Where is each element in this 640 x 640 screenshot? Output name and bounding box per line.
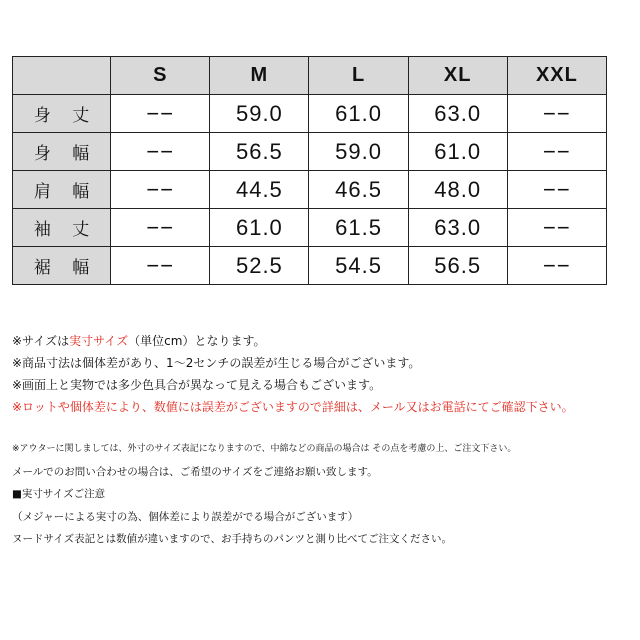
- note-nude-size: ヌードサイズ表記とは数値が違いますので、お手持ちのパンツと測り比べてご注文ください。: [12, 533, 452, 545]
- table-cell: 63.0: [408, 95, 507, 133]
- size-header-m: M: [210, 57, 309, 95]
- table-cell: −−: [111, 247, 210, 285]
- table-cell: 63.0: [408, 209, 507, 247]
- note-unit: [12, 330, 632, 352]
- table-cell: 61.0: [210, 209, 309, 247]
- table-cell: −−: [507, 247, 606, 285]
- table-cell: 44.5: [210, 171, 309, 209]
- table-cell: 61.5: [309, 209, 408, 247]
- row-label: 肩 幅: [13, 171, 111, 209]
- size-header-xxl: XXL: [507, 57, 606, 95]
- size-header-s: S: [111, 57, 210, 95]
- note-unit-highlight: 実寸サイズ: [69, 334, 129, 348]
- table-cell: −−: [111, 133, 210, 171]
- table-cell: 54.5: [309, 247, 408, 285]
- table-cell: 59.0: [309, 133, 408, 171]
- table-row: [13, 247, 607, 285]
- note-outer: ※アウターに関しましては、外寸のサイズ表記になりますので、中綿などの商品の場合は その点を考慮の上、ご注文下さい。: [12, 444, 517, 454]
- table-cell: 59.0: [210, 95, 309, 133]
- size-header-l: L: [309, 57, 408, 95]
- size-header-xl: XL: [408, 57, 507, 95]
- note-tolerance: ※商品寸法は個体差があり、1〜2センチの誤差が生じる場合がございます。: [12, 356, 421, 370]
- header-row: [13, 57, 607, 95]
- row-label: 袖 丈: [13, 209, 111, 247]
- table-row: [13, 95, 607, 133]
- table-cell: −−: [507, 133, 606, 171]
- table-cell: 61.0: [309, 95, 408, 133]
- table-cell: 56.5: [408, 247, 507, 285]
- note-measure: （メジャーによる実寸の為、個体差により誤差がでる場合がございます）: [12, 510, 359, 523]
- table-cell: 46.5: [309, 171, 408, 209]
- row-label: 身 幅: [13, 133, 111, 171]
- note-email: メールでのお問い合わせの場合は、ご希望のサイズをご連絡お願い致します。: [12, 465, 378, 478]
- table-cell: 56.5: [210, 133, 309, 171]
- table-cell: 61.0: [408, 133, 507, 171]
- table-cell: −−: [111, 209, 210, 247]
- row-label: 裾 幅: [13, 247, 111, 285]
- table-cell: 52.5: [210, 247, 309, 285]
- note-heading: ■実寸サイズご注意: [12, 488, 106, 500]
- table-cell: −−: [111, 171, 210, 209]
- table-cell: −−: [507, 209, 606, 247]
- note-unit-prefix: ※サイズは: [12, 334, 70, 348]
- size-table: [12, 56, 607, 285]
- table-row: [13, 133, 607, 171]
- table-row: [13, 171, 607, 209]
- note-color: ※画面上と実物では多少色具合が異なって見える場合もございます。: [12, 378, 382, 392]
- table-cell: −−: [111, 95, 210, 133]
- table-cell: −−: [507, 95, 606, 133]
- row-label: 身 丈: [13, 95, 111, 133]
- table-cell: 48.0: [408, 171, 507, 209]
- note-unit-suffix: （単位cm）となります。: [128, 334, 266, 348]
- table-row: [13, 209, 607, 247]
- note-warning: ※ロットや個体差により、数値には誤差がございますので詳細は、メール又はお電話にてご確認下さい。: [12, 400, 574, 414]
- size-notes: [12, 330, 632, 418]
- corner-cell: [13, 57, 111, 95]
- table-cell: −−: [507, 171, 606, 209]
- additional-notes: [12, 438, 632, 551]
